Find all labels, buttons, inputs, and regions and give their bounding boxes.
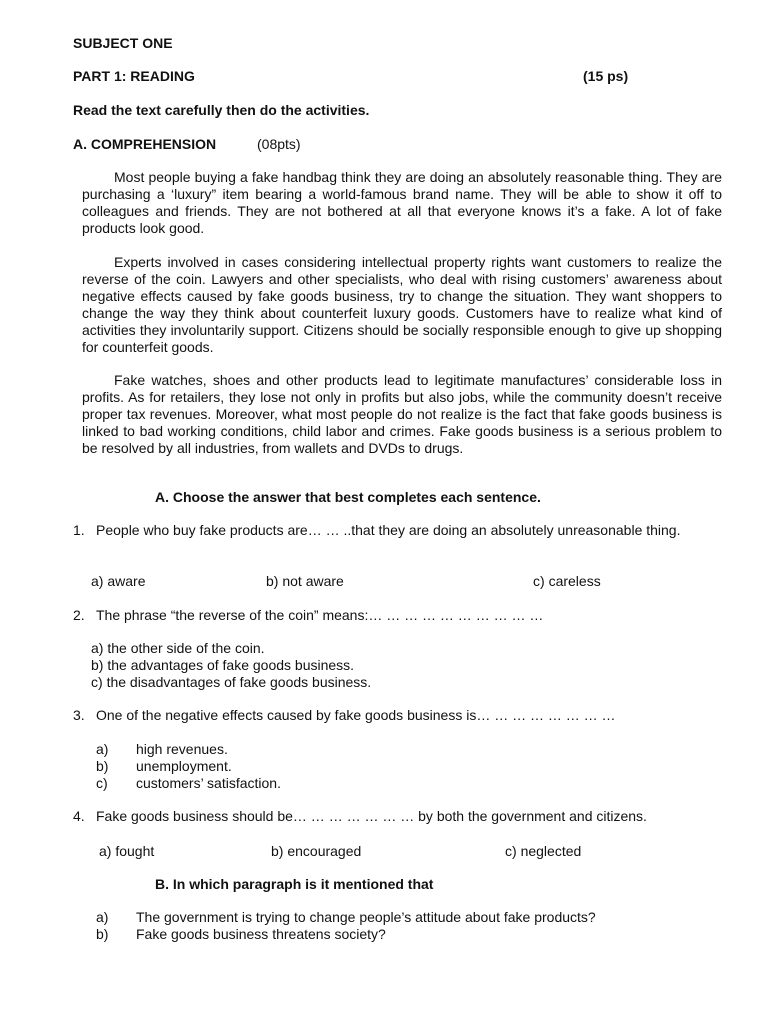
subject-title: SUBJECT ONE: [73, 35, 173, 51]
question-number: 1.: [73, 522, 85, 538]
question-number: 2.: [73, 607, 85, 623]
option-text: not aware: [282, 573, 344, 589]
q1-option-c: [533, 573, 601, 590]
question-number: 3.: [73, 707, 85, 723]
part-points: (15 ps): [583, 68, 629, 84]
q3-option-c: [96, 775, 496, 792]
option-label: a): [99, 843, 112, 859]
comprehension-title: A. COMPREHENSION: [73, 136, 217, 152]
option-label: c): [533, 573, 545, 589]
question-text: Fake goods business should be… … … … … … … by both the government and citizens.: [96, 808, 647, 824]
q4-option-a: [99, 843, 154, 860]
question-number: 4.: [73, 808, 85, 824]
q4-option-b: [271, 843, 361, 860]
question-text: One of the negative effects caused by fake goods business is… … … … … … … …: [96, 707, 616, 723]
option-label: c): [96, 775, 108, 791]
item-text: The government is trying to change people’s attitude about fake products?: [136, 909, 596, 925]
option-text: neglected: [520, 843, 582, 859]
option-text: careless: [548, 573, 601, 589]
option-text: the other side of the coin.: [107, 640, 265, 656]
option-label: c): [91, 674, 103, 690]
section-b-item-b: [96, 926, 716, 943]
option-text: high revenues.: [136, 741, 228, 757]
option-label: a): [91, 573, 104, 589]
q1-option-b: [266, 573, 344, 590]
item-label: a): [96, 909, 109, 925]
option-label: b): [91, 657, 104, 673]
option-text: the disadvantages of fake goods business.: [106, 674, 372, 690]
paragraph-1: Most people buying a fake handbag think they are doing an absolutely reasonable thing. They are purchasing a ‘luxury” item bearing a world-famous brand name. They will be able to show it off to colleagues and friends. They are not bothered at all that everyone knows it’s a fake. A lot of fake products look good.: [82, 169, 722, 236]
section-a-title: A. Choose the answer that best completes each sentence.: [155, 489, 541, 505]
item-text: Fake goods business threatens society?: [136, 926, 386, 942]
question-text: People who buy fake products are… … ..that they are doing an absolutely unreasonable thing.: [96, 522, 681, 538]
option-label: b): [266, 573, 279, 589]
q4-option-c: [505, 843, 581, 860]
option-label: a): [96, 741, 109, 757]
option-text: fought: [115, 843, 155, 859]
q2-option-c: [91, 674, 371, 691]
q2-option-a: [91, 640, 265, 657]
option-label: b): [271, 843, 284, 859]
part-title: PART 1: READING: [73, 68, 195, 84]
q3-option-b: [96, 758, 496, 775]
q2-option-b: [91, 657, 354, 674]
option-text: the advantages of fake goods business.: [107, 657, 355, 673]
option-label: b): [96, 758, 109, 774]
question-text: The phrase “the reverse of the coin” means:… … … … … … … … … …: [96, 607, 544, 623]
q3-option-a: [96, 741, 496, 758]
option-label: a): [91, 640, 104, 656]
q1-option-a: [91, 573, 145, 590]
section-b-title: B. In which paragraph is it mentioned that: [155, 876, 434, 892]
instruction: Read the text carefully then do the activities.: [73, 102, 370, 118]
section-b-item-a: [96, 909, 716, 926]
comprehension-points: (08pts): [257, 136, 301, 152]
item-label: b): [96, 926, 109, 942]
option-text: unemployment.: [136, 758, 232, 774]
paragraph-2: Experts involved in cases considering intellectual property rights want customers to realize the reverse of the coin. Lawyers and other specialists, who deal with rising customers’ awareness about negative effects caused by fake goods business, try to change the situation. They want shoppers to change the way they think about counterfeit luxury goods. Customers have to realize what kind of activities they involuntarily support. Citizens should be socially responsible enough to give up shopping for counterfeit goods.: [82, 254, 722, 355]
option-text: customers’ satisfaction.: [136, 775, 281, 791]
paragraph-3: Fake watches, shoes and other products lead to legitimate manufactures’ considerable loss in profits. As for retailers, they lose not only in profits but also jobs, while the community doesn’t receive proper tax revenues. Moreover, what most people do not realize is the fact that fake goods business is linked to bad working conditions, child labor and crimes. Fake goods business is a serious problem to be resolved by all industries, from wallets and DVDs to drugs.: [82, 372, 722, 456]
option-text: aware: [107, 573, 146, 589]
option-text: encouraged: [287, 843, 362, 859]
option-label: c): [505, 843, 517, 859]
